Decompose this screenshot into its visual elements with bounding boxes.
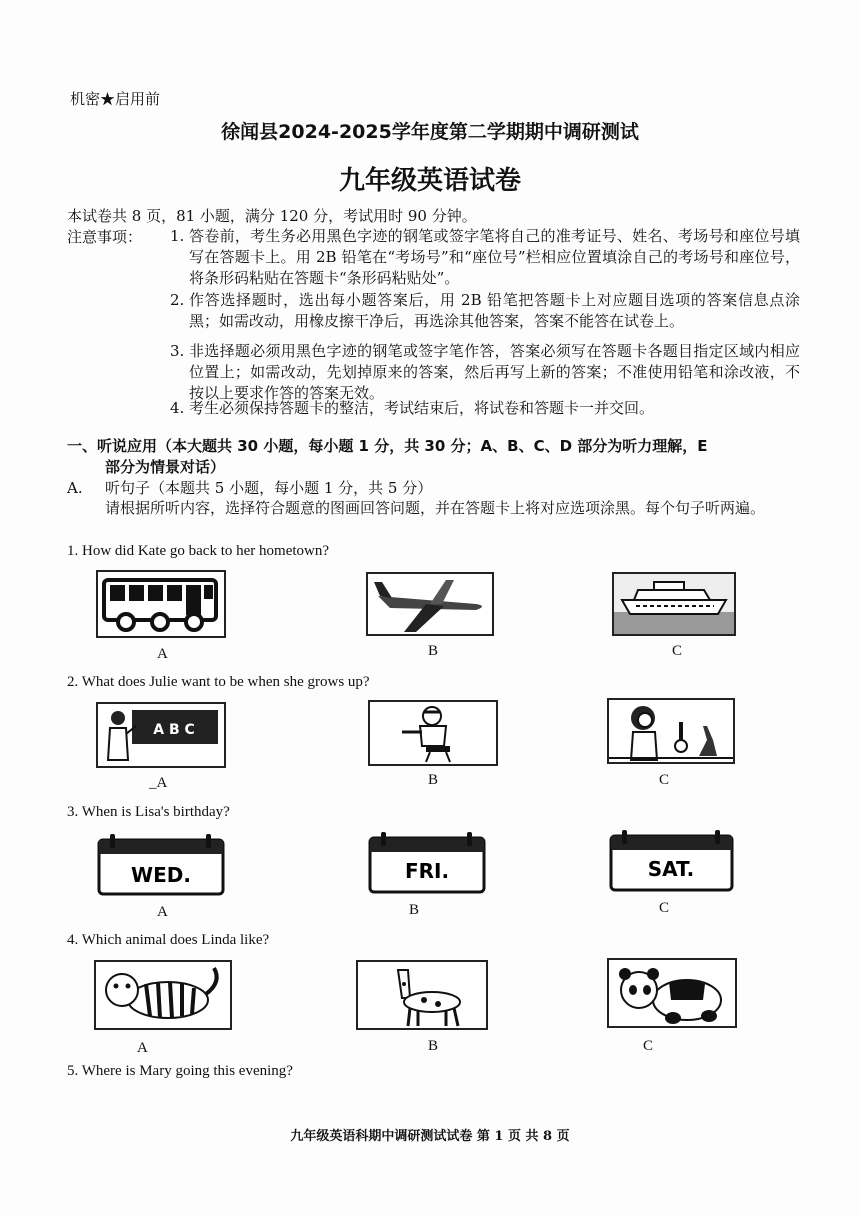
day-text: WED. (131, 863, 191, 887)
notice-number: 1. (170, 227, 185, 245)
calendar-icon (96, 832, 226, 898)
page-footer: 九年级英语科期中调研测试试卷 第 1 页 共 8 页 (290, 1129, 570, 1144)
option-label: A (157, 904, 168, 920)
tiger-icon (96, 962, 230, 1028)
option-label: B (428, 643, 439, 659)
ship-icon (614, 574, 734, 634)
option-label: B (428, 1038, 439, 1054)
question-5: 5. Where is Mary going this evening? (67, 1063, 293, 1079)
section-heading-line: 一、听说应用（本大题共 30 小题，每小题 1 分，共 30 分；A、B、C、D 部分为听力理解，E (67, 437, 708, 455)
teacher-image (96, 702, 226, 768)
giraffe-icon (358, 962, 486, 1028)
notice-text: 作答选择题时，选出每小题答案后，用 2B 铅笔把答题卡上对应题目选项的答案信息点涂黑；如需改动，用橡皮擦干净后，再选涂其他答案，答案不能答在试卷上。 (189, 291, 800, 330)
option-label: B (409, 902, 420, 918)
section-heading-line: 部分为情景对话） (105, 458, 226, 476)
calendar-wed (96, 832, 226, 898)
scientist-icon (609, 700, 733, 762)
notice-text: 答卷前，考生务必用黑色字迹的钢笔或签字笔将自己的准考证号、姓名、考场号和座位号填写在答题卡上。用 2B 铅笔在“考场号”和“座位号”栏相应位置填涂自己的考场号和座位号，将条形码粘贴在答题卡“条形码粘贴处”。 (189, 227, 800, 287)
question-3: 3. When is Lisa's birthday? (67, 804, 230, 820)
question-1: 1. How did Kate go back to her hometown? (67, 543, 330, 559)
calendar-sat (608, 828, 735, 894)
day-text: SAT. (647, 857, 695, 881)
notice-text: 考生必须保持答题卡的整洁，考试结束后，将试卷和答题卡一并交回。 (189, 399, 655, 417)
calendar-fri (367, 830, 487, 896)
plane-image (366, 572, 494, 636)
notice-label: 注意事项： (67, 228, 143, 246)
panda-image (607, 958, 737, 1028)
notice-item (170, 290, 800, 332)
part-instruction: 请根据所听内容，选择符合题意的图画回答问题，并在答题卡上将对应选项涂黑。每个句子听两遍。 (105, 499, 766, 517)
notice-text: 非选择题必须用黑色字迹的钢笔或签字笔作答，答案必须写在答题卡各题目指定区域内相应位置上；如需改动，先划掉原来的答案，然后再写上新的答案；不准使用铅笔和涂改液，不按以上要求作答的答案无效。 (189, 342, 800, 402)
part-label: A. (67, 479, 83, 497)
day-text: FRI. (404, 859, 450, 883)
option-label: A (157, 646, 168, 662)
confidential-mark: 机密★启用前 (70, 90, 161, 108)
notice-item (170, 226, 800, 289)
giraffe-image (356, 960, 488, 1030)
notice-number: 4. (170, 399, 185, 417)
notice-item (170, 398, 800, 419)
option-label: C (659, 900, 670, 916)
option-label: _A (149, 775, 168, 791)
teacher-icon (98, 704, 224, 766)
option-label: B (428, 772, 439, 788)
part-title: 听句子（本题共 5 小题，每小题 1 分，共 5 分） (105, 479, 433, 497)
calendar-icon (608, 828, 735, 894)
option-label: A (137, 1040, 148, 1056)
notice-item (170, 341, 800, 404)
ship-image (612, 572, 736, 636)
plane-icon (368, 574, 492, 634)
question-4: 4. Which animal does Linda like? (67, 932, 270, 948)
panda-icon (609, 960, 735, 1026)
paper-title: 九年级英语试卷 (338, 166, 521, 196)
notice-number: 3. (170, 342, 185, 360)
dentist-image (368, 700, 498, 766)
option-label: C (672, 643, 683, 659)
tiger-image (94, 960, 232, 1030)
exam-title: 徐闻县2024-2025学年度第二学期期中调研测试 (221, 121, 639, 143)
bus-image (96, 570, 226, 638)
section-heading (67, 436, 797, 478)
bus-icon (98, 572, 224, 636)
option-label: C (643, 1038, 654, 1054)
dentist-icon (370, 702, 496, 764)
scientist-image (607, 698, 735, 764)
option-label: C (659, 772, 670, 788)
part-a-heading (67, 478, 797, 518)
board-text: A B C (153, 722, 195, 738)
question-2: 2. What does Julie want to be when she grows up? (67, 674, 370, 690)
notice-number: 2. (170, 291, 185, 309)
calendar-icon (367, 830, 487, 896)
exam-info: 本试卷共 8 页，81 小题，满分 120 分，考试用时 90 分钟。 (67, 207, 477, 225)
